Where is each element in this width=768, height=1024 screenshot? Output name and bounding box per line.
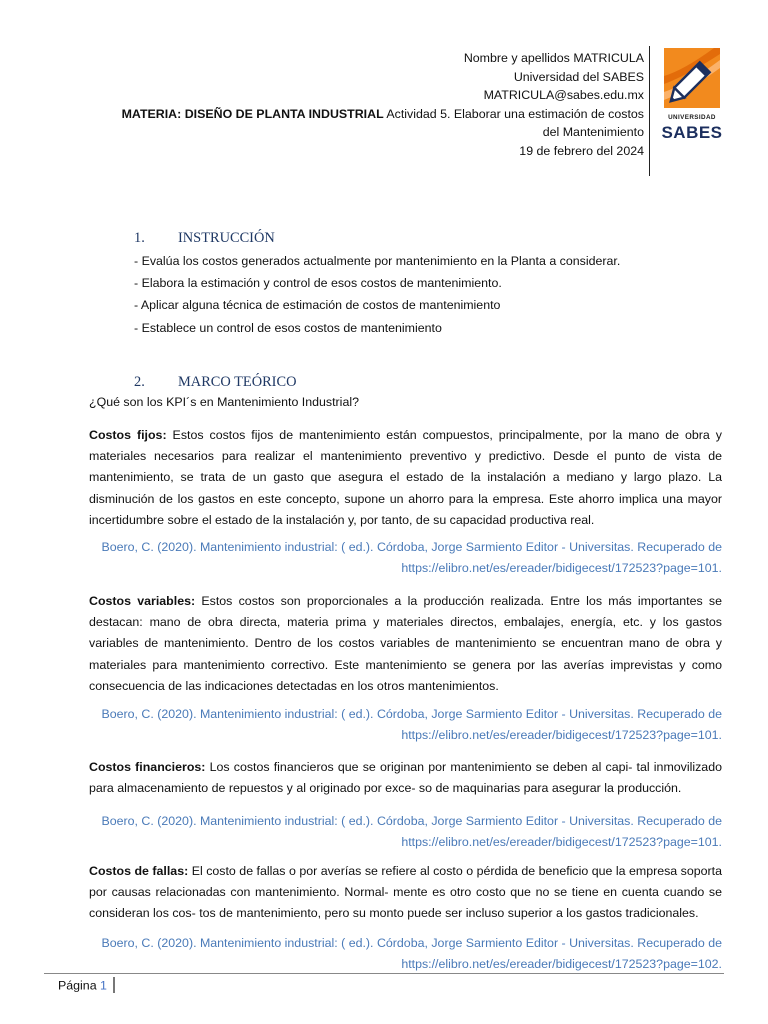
citation-reference: Boero, C. (2020). Mantenimiento industrial: ( ed.). Córdoba, Jorge Sarmiento Editor - Universitas. Recuperado de — [101, 707, 722, 721]
citation-reference: Boero, C. (2020). Mantenimiento industrial: ( ed.). Córdoba, Jorge Sarmiento Editor - Universitas. Recuperado de — [101, 540, 722, 554]
logo-label-big: SABES — [661, 123, 723, 142]
activity-title-cont: del Mantenimiento — [542, 125, 644, 140]
footer-bar — [113, 977, 115, 993]
citation — [89, 704, 722, 746]
section-number: 2. — [134, 374, 145, 390]
citation-url: https://elibro.net/es/ereader/bidigecest/172523?page=102. — [401, 957, 722, 972]
header-divider — [649, 46, 650, 176]
page-footer — [58, 978, 115, 994]
document-date: 19 de febrero del 2024 — [519, 143, 644, 158]
section-title: MARCO TEÓRICO — [178, 374, 297, 390]
term-label: Costos de fallas: — [89, 864, 189, 878]
author-name: Nombre y apellidos MATRICULA — [463, 51, 644, 65]
body-paragraph — [89, 591, 722, 697]
body-paragraph — [89, 861, 722, 925]
university-name: Universidad del SABES — [513, 69, 644, 84]
instruction-item: - Aplicar alguna técnica de estimación de costos de mantenimiento — [134, 298, 501, 312]
author-email: MATRICULA@sabes.edu.mx — [483, 88, 644, 103]
document-header — [84, 49, 644, 161]
citation-reference: Boero, C. (2020). Mantenimiento industrial: ( ed.). Córdoba, Jorge Sarmiento Editor - Universitas. Recuperado de — [101, 814, 722, 828]
subject-label: MATERIA: DISEÑO DE PLANTA INDUSTRIAL — [121, 106, 384, 121]
instruction-item: - Evalúa los costos generados actualmente por mantenimiento en la Planta a considerar. — [134, 254, 621, 268]
activity-title: Actividad 5. Elaborar una estimación de costos — [383, 106, 644, 121]
footer-divider — [44, 973, 724, 974]
instruction-item: - Establece un control de esos costos de mantenimiento — [134, 321, 442, 335]
university-logo — [656, 46, 728, 146]
paragraph-text: El costo de fallas o por averías se refiere al costo o pérdida de beneficio que la empresa soporta por causas relacionadas con mantenimiento. Normal- mente es otro costo que no se tiene en cuenta cuando se consideran los cos- tos de mantenimiento, pero su monto puede ser incluso superior a los gastos tradicionales. — [89, 864, 723, 921]
section-heading-instruccion — [134, 230, 275, 247]
page-label: Página — [58, 978, 97, 993]
instruction-item: - Elabora la estimación y control de esos costos de mantenimiento. — [134, 276, 502, 290]
pencil-emblem-icon — [656, 46, 728, 112]
citation — [89, 933, 722, 975]
paragraph-text: Estos costos fijos de mantenimiento están compuestos, principalmente, por la mano de obra y materiales necesarios para realizar el mantenimiento preventivo y predictivo. Desde el punto de vista de mantenimiento, se trata de un gasto que asegura el estado de la instalación a mediano y largo plazo. La disminución de los gastos en este concepto, supone un ahorro para la empresa. Este ahorro implica una mayor incertidumbre sobre el estado de la instalación y, por tanto, de su capacidad productiva real. — [89, 428, 722, 527]
term-label: Costos fijos: — [89, 428, 167, 442]
term-label: Costos variables: — [89, 594, 196, 608]
citation-reference: Boero, C. (2020). Mantenimiento industrial: ( ed.). Córdoba, Jorge Sarmiento Editor - Universitas. Recuperado de — [101, 936, 722, 950]
section-number: 1. — [134, 230, 145, 246]
section-question: ¿Qué son los KPI´s en Mantenimiento Industrial? — [89, 395, 359, 409]
page-number: 1 — [100, 978, 107, 993]
citation-url: https://elibro.net/es/ereader/bidigecest/172523?page=101. — [401, 561, 722, 576]
paragraph-text: Los costos financieros que se originan por mantenimiento se deben al capi- tal inmovilizado para almacenamiento de repuestos y al originado por exce- so de maquinarias para asegurar la producción. — [89, 760, 722, 796]
term-label: Costos financieros: — [89, 760, 206, 774]
citation-url: https://elibro.net/es/ereader/bidigecest/172523?page=101. — [401, 728, 722, 743]
citation — [89, 537, 722, 579]
subject-line — [84, 105, 644, 124]
section-title: INSTRUCCIÓN — [178, 230, 275, 246]
body-paragraph — [89, 425, 722, 531]
paragraph-text: Estos costos son proporcionales a la producción realizada. Entre los más importantes se destacan: mano de obra directa, materia prima y materiales directos, embalajes, energía, etc. y los gastos variables de mantenimiento. Dentro de los costos variables de mantenimiento se encuentran mano de obra y materiales para mantenimiento correctivo. Este mantenimiento se genera por las averías imprevistas y como consecuencia de las indicaciones detectadas en los otros mantenimientos. — [89, 594, 722, 693]
body-paragraph — [89, 757, 722, 799]
logo-label-small: UNIVERSIDAD — [668, 114, 716, 121]
citation-url: https://elibro.net/es/ereader/bidigecest/172523?page=101. — [401, 835, 722, 850]
section-heading-marco-teorico — [134, 374, 296, 391]
citation — [89, 811, 722, 853]
